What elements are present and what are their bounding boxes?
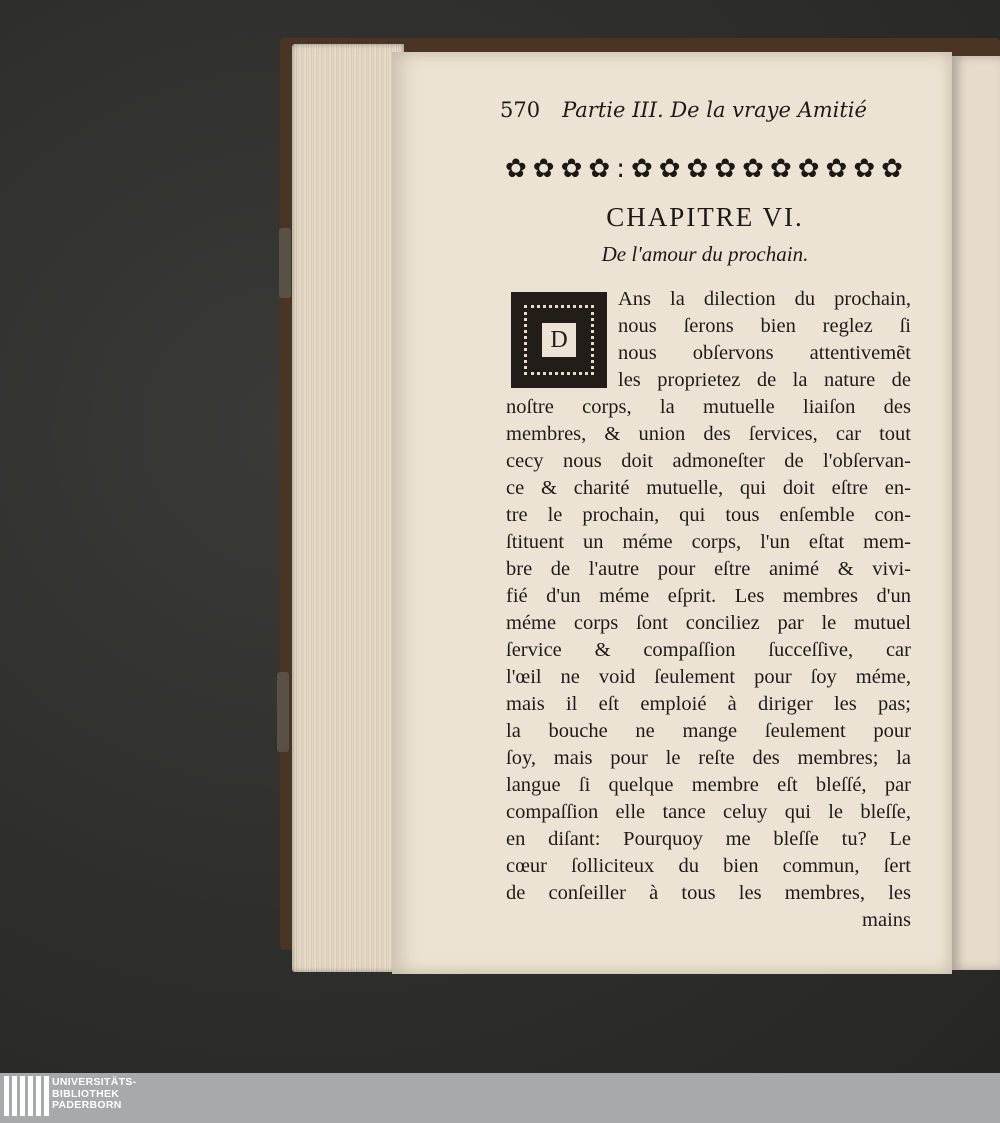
text-line: cecy nous doit admoneſter de l'obſervan-	[506, 450, 911, 472]
text-line: langue ſi quelque membre eſt bleſſé, par	[506, 774, 911, 796]
body-text	[506, 286, 911, 934]
book-clasp-bottom	[277, 672, 289, 752]
ornament-band	[505, 153, 903, 185]
chapter-title: CHAPITRE VI.	[606, 202, 804, 232]
ornament-glyph: ✿	[658, 154, 681, 184]
text-line: compaſſion elle tance celuy qui le bleſſe,	[506, 801, 911, 823]
book-clasp-top	[279, 228, 291, 298]
page-edges	[292, 44, 404, 972]
library-footer	[0, 1073, 1000, 1123]
text-line: membres, & union des ſervices, car tout	[506, 423, 911, 445]
facing-page	[952, 56, 1000, 970]
library-name	[52, 1077, 136, 1112]
text-line: les proprietez de la nature de	[618, 369, 911, 391]
running-title: Partie III. De la vraye Amitié	[562, 98, 867, 122]
text-line: tre le prochain, qui tous enſemble con-	[506, 504, 911, 526]
catchword: mains	[862, 909, 911, 931]
text-line: mais il eſt emploié à diriger les pas;	[506, 693, 911, 715]
page-number: 570	[500, 98, 541, 122]
ornament-glyph: ✿	[588, 154, 611, 184]
text-line: cœur ſolliciteux du bien commun, ſert	[506, 855, 911, 877]
ornament-glyph: ✿	[797, 154, 820, 184]
text-line: la bouche ne mange ſeulement pour	[506, 720, 911, 742]
text-line: en diſant: Pourquoy me bleſſe tu? Le	[506, 828, 911, 850]
chapter-subtitle: De l'amour du prochain.	[601, 242, 809, 266]
ornament-glyph: ✿	[630, 154, 653, 184]
initial-letter: D	[542, 323, 576, 357]
ornament-glyph: ✿	[881, 154, 903, 184]
running-head	[500, 98, 910, 122]
ornament-glyph: ✿	[560, 154, 583, 184]
text-line: noſtre corps, la mutuelle liaiſon des	[506, 396, 911, 418]
ornament-glyph: ✿	[742, 154, 764, 184]
text-line: l'œil ne void ſeulement pour ſoy méme,	[506, 666, 911, 688]
ornament-glyph: ✿	[714, 154, 737, 184]
library-logo-icon	[4, 1076, 49, 1120]
text-line: ſervice & compaſſion ſucceſſive, car	[506, 639, 911, 661]
text-line: méme corps ſont conciliez par le mutuel	[506, 612, 911, 634]
ornament-glyph: ✿	[505, 154, 527, 184]
ornament-glyph: ✿	[853, 154, 876, 184]
library-name-line3: PADERBORN	[52, 1099, 122, 1111]
text-line: nous ſerons bien reglez ſi	[618, 315, 911, 337]
text-line: bre de l'autre pour eſtre animé & vivi-	[506, 558, 911, 580]
text-line: fié d'un méme eſprit. Les membres d'un	[506, 585, 911, 607]
ornament-glyph: ✿	[769, 154, 792, 184]
library-name-line1: UNIVERSITÄTS-	[52, 1076, 137, 1088]
text-line: ce & charité mutuelle, qui doit eſtre en-	[506, 477, 911, 499]
ornament-glyph: ✿	[825, 154, 848, 184]
text-line: de conſeiller à tous les membres, les	[506, 882, 911, 904]
text-line: nous obſervons attentivemẽt	[618, 342, 911, 364]
text-line: ſoy, mais pour le reſte des membres; la	[506, 747, 911, 769]
library-name-line2: BIBLIOTHEK	[52, 1087, 120, 1100]
text-line: ſtituent un méme corps, l'un eſtat mem-	[506, 531, 911, 553]
ornament-glyph: ✿	[686, 154, 709, 184]
ornament-glyph: ✿	[532, 154, 555, 184]
ornament-glyph: :	[616, 154, 625, 184]
text-line: Ans la dilection du prochain,	[618, 288, 911, 310]
